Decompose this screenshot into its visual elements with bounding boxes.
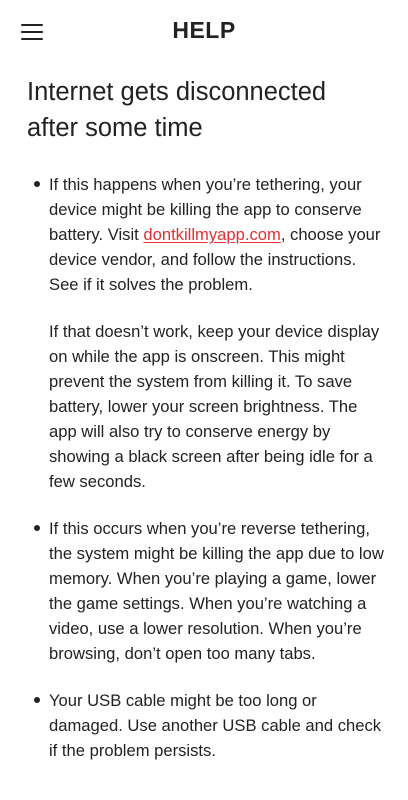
bullet-icon — [34, 697, 40, 703]
tip-item-battery — [27, 172, 384, 494]
article-heading: Internet gets disconnected after some time — [27, 78, 327, 142]
tip-paragraph: If this happens when you’re tethering, your device might be killing the app to conserve battery. Visit dontkillmyapp.com, choose your device vendor, and follow the instructions. See if it solves the problem. — [49, 175, 381, 294]
tip-item-cable — [27, 688, 384, 763]
tip-item-memory — [27, 516, 384, 666]
app-bar — [0, 0, 408, 64]
dontkillmyapp-link[interactable]: dontkillmyapp.com — [143, 225, 281, 244]
tip-paragraph: If that doesn’t work, keep your device display on while the app is onscreen. This might prevent the system from killing it. To save battery, lower your screen brightness. The app will also try to conserve energy by showing a black screen after being idle for a few seconds. — [49, 322, 380, 491]
bullet-icon — [34, 181, 40, 187]
tip-paragraph: Your USB cable might be too long or damaged. Use another USB cable and check if the problem persists. — [49, 691, 382, 760]
page-title: HELP — [172, 17, 236, 43]
tip-paragraph: If this occurs when you’re reverse tethering, the system might be killing the app due to low memory. When you’re playing a game, lower the game settings. When you’re watching a video, use a lower resolution. When you’re browsing, don’t open too many tabs. — [49, 519, 384, 663]
bullet-icon — [34, 525, 40, 531]
help-content[interactable] — [0, 64, 408, 763]
tips-list — [27, 172, 384, 763]
